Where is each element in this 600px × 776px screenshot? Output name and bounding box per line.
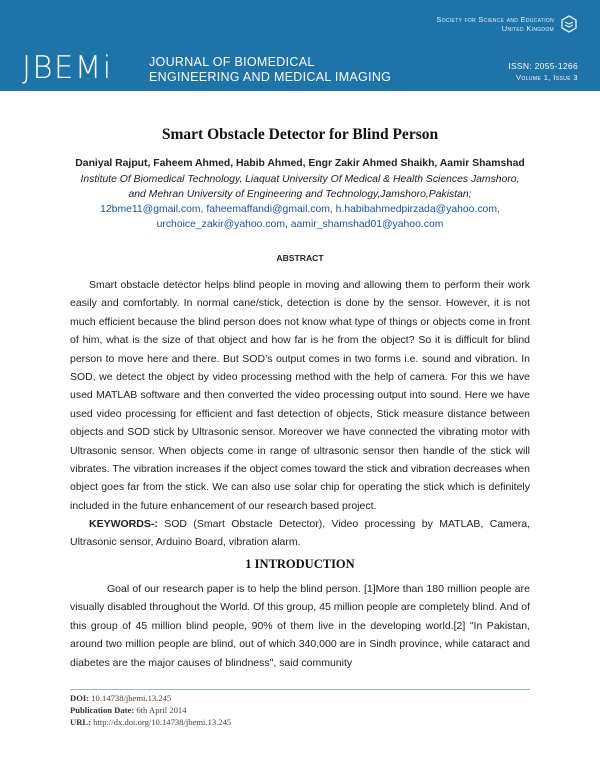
journal-abbrev: JBEMi bbox=[22, 50, 113, 86]
introduction-text: Goal of our research paper is to help the blind person. [1]More than 180 million people are visually disabled throughout the World. Of this group, 45 million people are completely blind. And of this group of 45 million blind people, 90% of them live in the developing world.[2] "In Pakistan, around two million people are blind, out of which 340,000 are in Sindh province, while cataract and diabetes are the major causes of blindness", said community bbox=[70, 583, 530, 669]
volume-issue: Volume 1, Issue 3 bbox=[516, 73, 578, 82]
paper-title: Smart Obstacle Detector for Blind Person bbox=[161, 126, 439, 143]
pubdate-value: 6th April 2014 bbox=[134, 705, 187, 715]
emails-line1[interactable]: 12bme11@gmail.com, faheemaffandi@gmail.com, h.habibahmedpirzada@yahoo.com, bbox=[100, 204, 500, 215]
issn: ISSN: 2055-1266 bbox=[508, 61, 578, 71]
footer-publication-date bbox=[70, 705, 187, 715]
pubdate-label: Publication Date: bbox=[70, 705, 135, 715]
doi-label: DOI: bbox=[70, 693, 90, 703]
abstract-heading: ABSTRACT bbox=[276, 253, 324, 263]
author-emails bbox=[60, 202, 540, 232]
affiliation-line1: Institute Of Biomedical Technology, Liaquat University Of Medical & Health Sciences Jamshoro, bbox=[80, 174, 520, 185]
journal-name-line2: ENGINEERING AND MEDICAL IMAGING bbox=[149, 70, 392, 84]
affiliation bbox=[60, 172, 540, 202]
footer-doi bbox=[70, 693, 171, 703]
url-label: URL: bbox=[70, 717, 92, 727]
abstract-text: Smart obstacle detector helps blind people in moving and allowing them to perform their work easily and comfortably. In normal cane/stick, detection is done by the sensor. However, it is not much efficient because the blind person does not know what type of things or objects come in front of him, what is the size of that object and how far is he from the object? So it is difficult for blind person to move here and there. But SOD’s output comes in two forms i.e. sound and vibration. In SOD, we detect the object by video processing method with the help of camera. For this we have used MATLAB software and then converted the video processing output into sound. Here we have used video processing for efficient and fast detection of objects, Stick measure distance between objects and SOD stick by Ultrasonic sensor. Moreover we have connected the vibrating motor with Ultrasonic sensor. When objects come in range of ultrasonic sensor then handle of the stick will vibrates. The vibration increases if the object comes toward the stick and vibration decreases when object goes far from the stick. We can also use solar chip for operating the stick which is definitely included in the future enhancement of our research based project. bbox=[70, 279, 530, 512]
url-value[interactable]: http://dx.doi.org/10.14738/jbemi.13.245 bbox=[91, 717, 232, 727]
authors: Daniyal Rajput, Faheem Ahmed, Habib Ahmed, Engr Zakir Ahmed Shaikh, Aamir Shamshad bbox=[75, 158, 525, 169]
journal-banner bbox=[0, 0, 600, 91]
keywords-text: SOD (Smart Obstacle Detector), Video processing by MATLAB, Camera, Ultrasonic sensor, Arduino Board, vibration alarm. bbox=[70, 518, 530, 549]
doi-value: 10.14738/jbemi.13.245 bbox=[89, 693, 172, 703]
footer-divider bbox=[70, 689, 530, 690]
footer-url bbox=[70, 717, 231, 727]
society-name: Society for Science and Education bbox=[436, 15, 554, 24]
journal-name-line1: JOURNAL OF BIOMEDICAL bbox=[149, 55, 315, 69]
society-country: United Kingdom bbox=[501, 24, 554, 33]
emails-line2[interactable]: urchoice_zakir@yahoo.com, aamir_shamshad01@yahoo.com bbox=[156, 219, 444, 230]
keywords-label: KEYWORDS-: bbox=[89, 518, 158, 530]
section-heading-introduction: 1 INTRODUCTION bbox=[245, 557, 355, 571]
society-logo-icon bbox=[561, 15, 577, 33]
affiliation-line2: and Mehran University of Engineering and Technology,Jamshoro,Pakistan; bbox=[128, 189, 472, 200]
keywords bbox=[70, 515, 530, 552]
